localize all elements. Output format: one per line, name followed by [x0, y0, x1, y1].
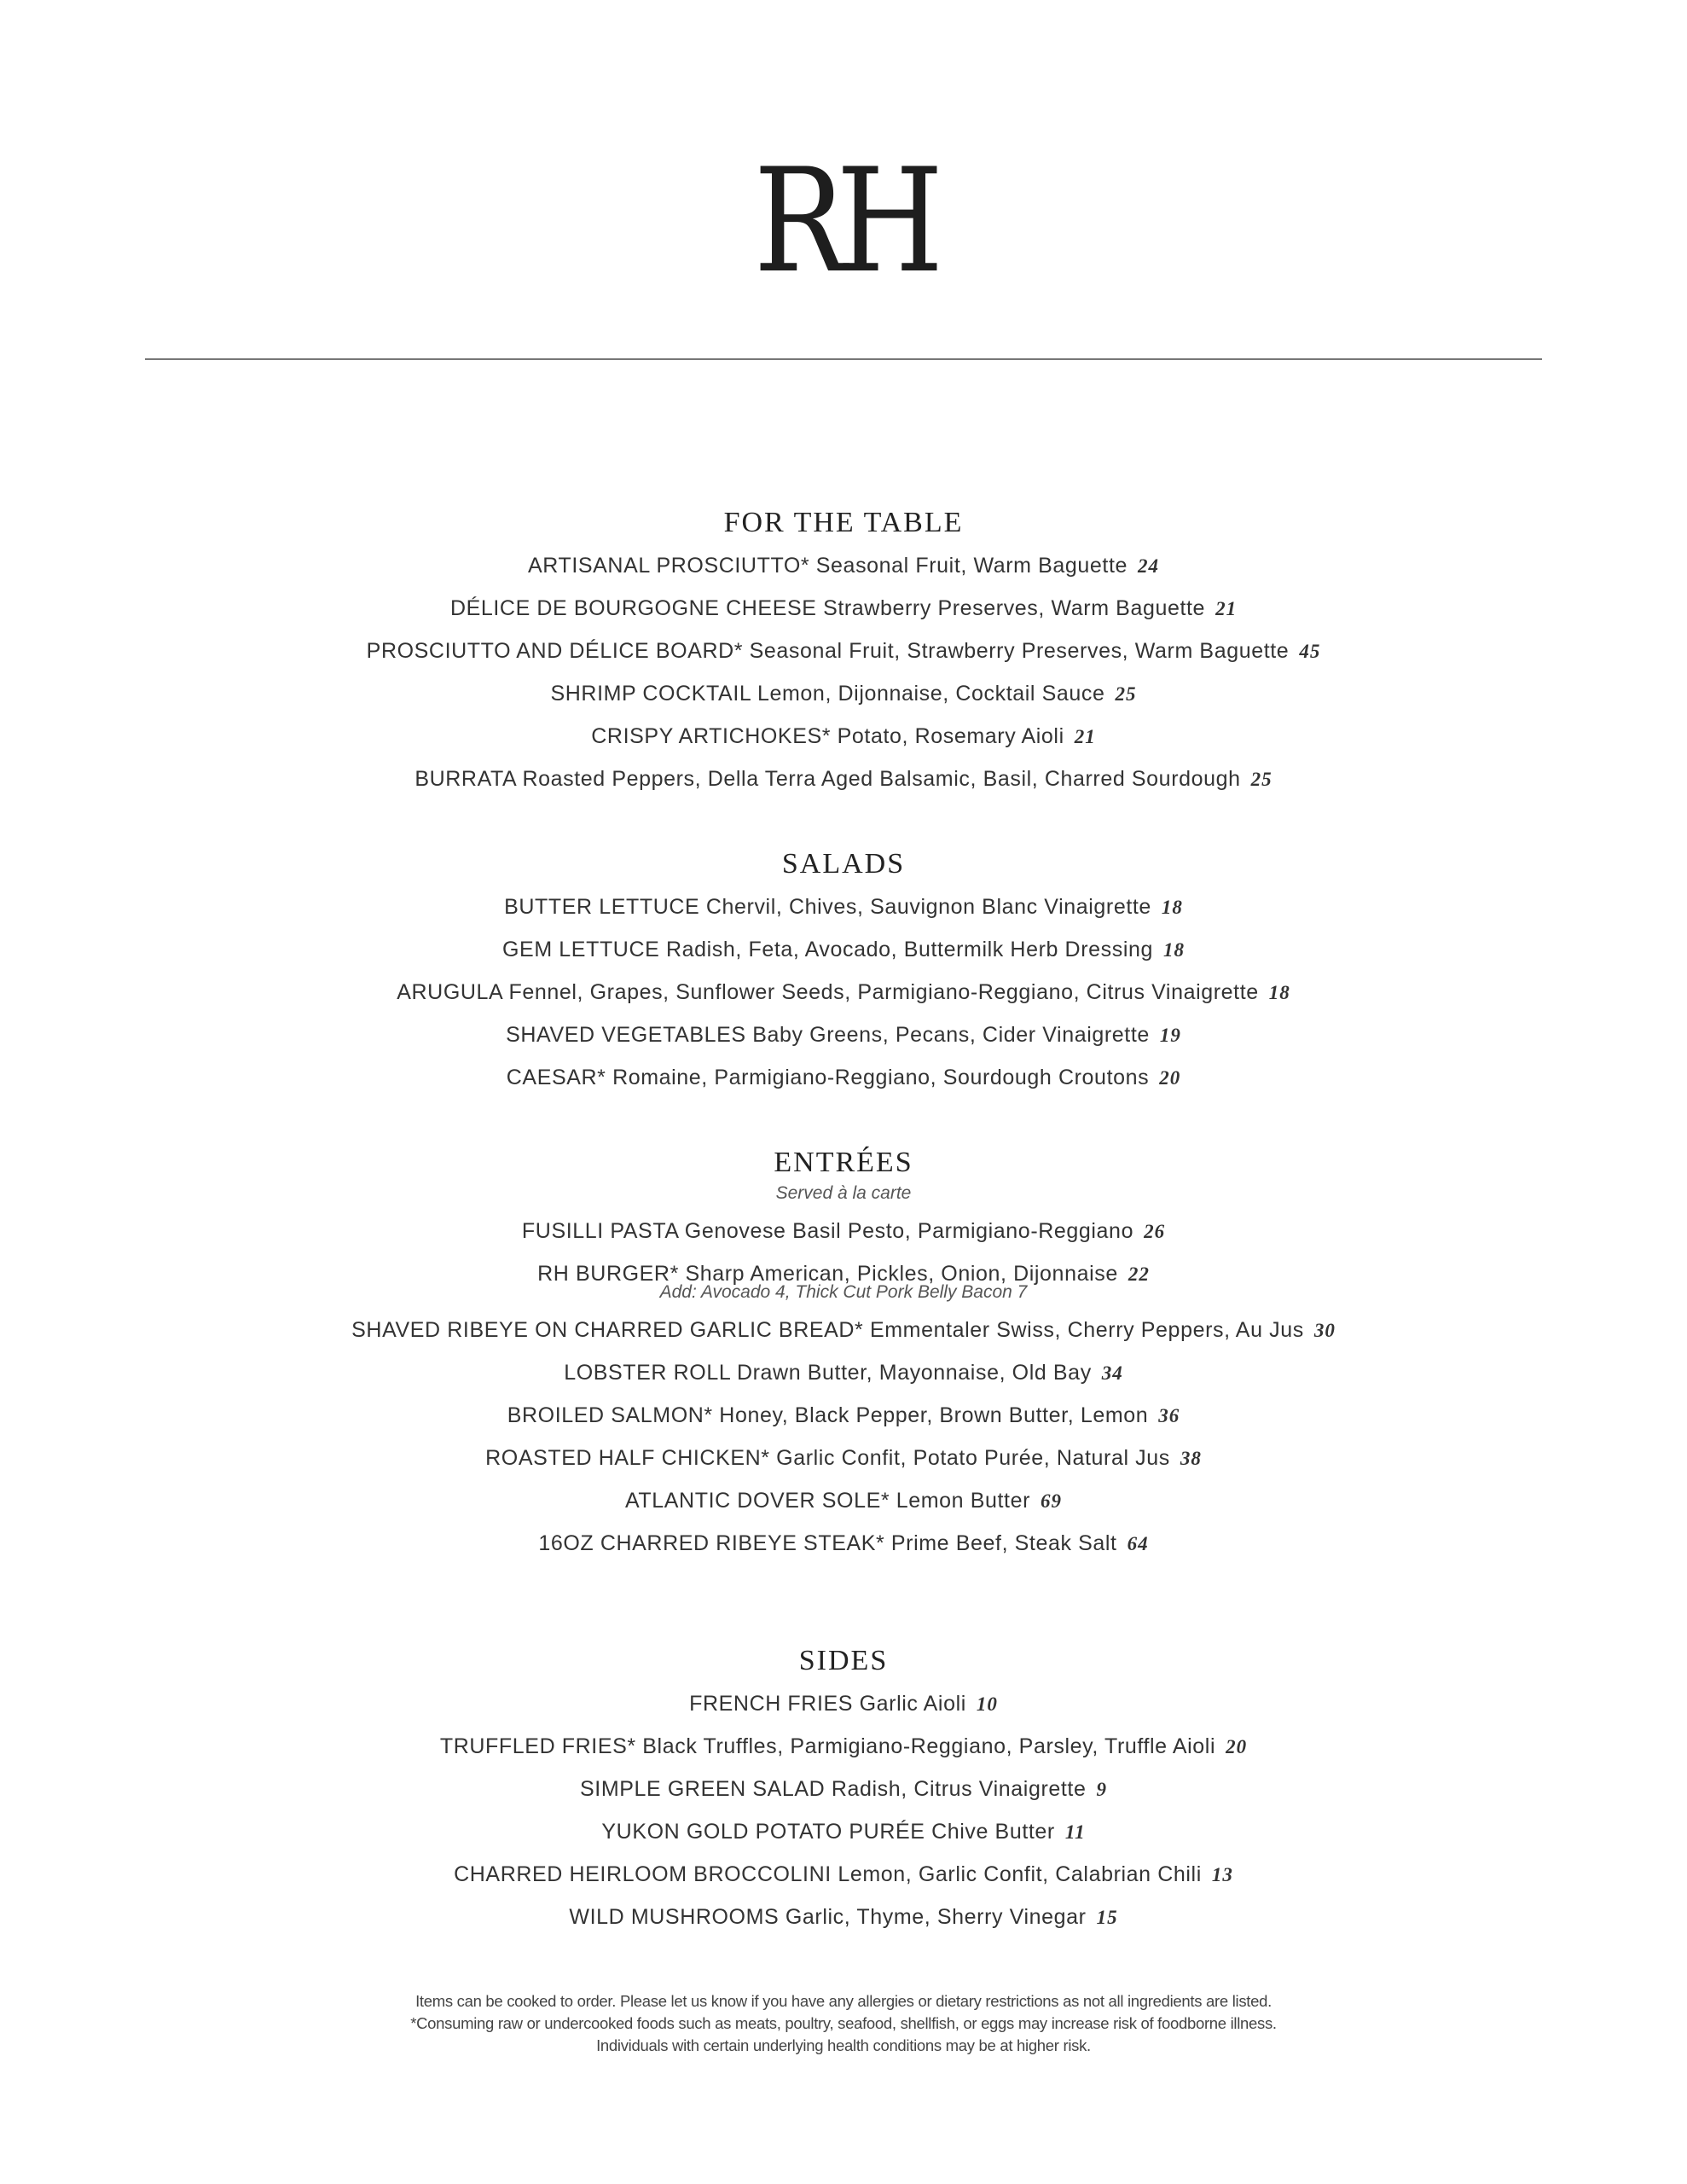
item-price: 18 [1268, 982, 1290, 1003]
item-name: RH BURGER* [537, 1262, 679, 1286]
item-name: LOBSTER ROLL [564, 1361, 731, 1385]
item-name: 16OZ CHARRED RIBEYE STEAK* [538, 1531, 885, 1555]
item-price: 10 [976, 1693, 998, 1715]
item-description: Black Truffles, Parmigiano-Reggiano, Parsley, Truffle Aioli [642, 1734, 1216, 1758]
header-divider [145, 358, 1542, 360]
item-price: 24 [1138, 555, 1160, 577]
menu-item [0, 1479, 1687, 1522]
footer-line: *Consuming raw or undercooked foods such as meats, poultry, seafood, shellfish, or eggs may increase risk of foodborne illness. [410, 2014, 1277, 2032]
item-name: CAESAR* [506, 1066, 606, 1089]
menu-item [0, 1682, 1687, 1725]
menu-section [0, 1141, 1687, 1565]
item-price: 18 [1161, 897, 1183, 918]
menu-item [0, 1252, 1687, 1286]
item-price: 36 [1158, 1405, 1180, 1426]
item-name: BURRATA [415, 767, 516, 791]
item-description: Chervil, Chives, Sauvignon Blanc Vinaigrette [705, 895, 1151, 919]
footer-line: Items can be cooked to order. Please let us know if you have any allergies or dietary restrictions as not all ingredients are listed. [415, 1992, 1272, 2010]
item-name: SHRIMP COCKTAIL [550, 682, 751, 706]
item-price: 20 [1226, 1736, 1248, 1757]
menu-item [0, 1768, 1687, 1810]
item-name: ARTISANAL PROSCIUTTO* [527, 554, 810, 578]
item-description: Garlic, Thyme, Sherry Vinegar [785, 1905, 1087, 1929]
menu-item [0, 1210, 1687, 1252]
item-description: Radish, Feta, Avocado, Buttermilk Herb Dressing [665, 938, 1153, 961]
item-price: 18 [1163, 939, 1185, 961]
item-name: SIMPLE GREEN SALAD [580, 1777, 826, 1801]
item-description: Emmentaler Swiss, Cherry Peppers, Au Jus [869, 1318, 1304, 1342]
item-price: 25 [1250, 769, 1272, 790]
menu-section [0, 502, 1687, 800]
menu-item [0, 886, 1687, 928]
section-title: SALADS [781, 848, 906, 880]
menu-item [0, 1014, 1687, 1056]
section-spacer [0, 1565, 1687, 1640]
item-name: CRISPY ARTICHOKES* [591, 724, 832, 748]
footer-line: Individuals with certain underlying health conditions may be at higher risk. [596, 2036, 1091, 2054]
section-title: FOR THE TABLE [723, 507, 964, 538]
item-description: Prime Beef, Steak Salt [890, 1531, 1117, 1555]
item-name: CHARRED HEIRLOOM BROCCOLINI [454, 1862, 832, 1886]
section-title: SIDES [798, 1645, 889, 1676]
item-description: Honey, Black Pepper, Brown Butter, Lemon [719, 1403, 1149, 1427]
item-description: Lemon, Dijonnaise, Cocktail Sauce [757, 682, 1105, 706]
item-description: Drawn Butter, Mayonnaise, Old Bay [736, 1361, 1092, 1385]
item-price: 11 [1064, 1821, 1086, 1843]
menu-item [0, 715, 1687, 758]
item-name: FRENCH FRIES [689, 1692, 854, 1716]
item-name: BUTTER LETTUCE [504, 895, 700, 919]
item-price: 22 [1128, 1263, 1150, 1285]
item-name: TRUFFLED FRIES* [439, 1734, 636, 1758]
item-description: Genovese Basil Pesto, Parmigiano-Reggiano [684, 1219, 1134, 1243]
item-name: WILD MUSHROOMS [569, 1905, 780, 1929]
item-description: Fennel, Grapes, Sunflower Seeds, Parmigiano-Reggiano, Citrus Vinaigrette [508, 980, 1259, 1004]
item-description: Potato, Rosemary Aioli [837, 724, 1064, 748]
item-name: PROSCIUTTO AND DÉLICE BOARD* [366, 639, 744, 663]
item-name: YUKON GOLD POTATO PURÉE [601, 1820, 925, 1844]
item-price: 25 [1115, 683, 1137, 705]
item-price: 38 [1180, 1448, 1202, 1469]
item-name: ARUGULA [397, 980, 502, 1004]
item-name: SHAVED VEGETABLES [506, 1023, 746, 1047]
menu-item [0, 1522, 1687, 1565]
menu-item [0, 1351, 1687, 1394]
item-price: 30 [1313, 1320, 1336, 1341]
item-description: Sharp American, Pickles, Onion, Dijonnaise [685, 1262, 1118, 1286]
item-price: 15 [1096, 1907, 1118, 1928]
footer-disclaimer [0, 1990, 1687, 2057]
menu-section [0, 1640, 1687, 1938]
item-name: ATLANTIC DOVER SOLE* [624, 1489, 890, 1513]
menu-item [0, 544, 1687, 587]
menu-item [0, 1437, 1687, 1479]
item-price: 45 [1299, 641, 1321, 662]
menu-item [0, 758, 1687, 800]
item-price: 21 [1074, 726, 1096, 747]
item-description: Lemon, Garlic Confit, Calabrian Chili [838, 1862, 1202, 1886]
item-price: 26 [1144, 1221, 1166, 1242]
item-description: Lemon Butter [896, 1489, 1031, 1513]
brand-logo: RH [753, 137, 934, 305]
item-description: Seasonal Fruit, Warm Baguette [815, 554, 1128, 578]
item-price: 20 [1159, 1067, 1181, 1089]
item-price: 64 [1127, 1533, 1149, 1554]
section-title: ENTRÉES [774, 1147, 913, 1178]
item-description: Baby Greens, Pecans, Cider Vinaigrette [752, 1023, 1150, 1047]
menu-item [0, 1896, 1687, 1938]
item-price: 19 [1159, 1025, 1181, 1046]
menu-item [0, 1853, 1687, 1896]
item-name: DÉLICE DE BOURGOGNE CHEESE [449, 596, 817, 620]
item-price: 9 [1096, 1779, 1107, 1800]
menu-item [0, 630, 1687, 672]
menu-section [0, 843, 1687, 1099]
menu-item [0, 1394, 1687, 1437]
menu-item [0, 928, 1687, 971]
item-name: SHAVED RIBEYE ON CHARRED GARLIC BREAD* [351, 1318, 864, 1342]
item-name: ROASTED HALF CHICKEN* [485, 1446, 770, 1470]
section-spacer [0, 800, 1687, 843]
item-price: 13 [1211, 1864, 1233, 1885]
menu-item [0, 672, 1687, 715]
item-name: FUSILLI PASTA [521, 1219, 679, 1243]
menu-body [0, 502, 1687, 1938]
menu-item [0, 1056, 1687, 1099]
item-description: Seasonal Fruit, Strawberry Preserves, Warm Baguette [749, 639, 1290, 663]
item-description: Roasted Peppers, Della Terra Aged Balsamic, Basil, Charred Sourdough [522, 767, 1241, 791]
menu-item [0, 1309, 1687, 1351]
item-description: Garlic Confit, Potato Purée, Natural Jus [776, 1446, 1170, 1470]
menu-item [0, 587, 1687, 630]
menu-item [0, 1725, 1687, 1768]
item-addon-note: Add: Avocado 4, Thick Cut Pork Belly Bacon 7 [659, 1282, 1028, 1302]
section-spacer [0, 1099, 1687, 1141]
item-description: Strawberry Preserves, Warm Baguette [823, 596, 1206, 620]
item-price: 69 [1041, 1490, 1063, 1512]
item-price: 21 [1215, 598, 1238, 619]
item-description: Garlic Aioli [859, 1692, 966, 1716]
item-description: Radish, Citrus Vinaigrette [831, 1777, 1087, 1801]
item-description: Romaine, Parmigiano-Reggiano, Sourdough Croutons [612, 1066, 1150, 1089]
menu-item [0, 971, 1687, 1014]
item-description: Chive Butter [931, 1820, 1055, 1844]
menu-item [0, 1810, 1687, 1853]
item-price: 34 [1101, 1362, 1123, 1384]
section-note: Served à la carte [775, 1183, 912, 1203]
item-name: GEM LETTUCE [502, 938, 660, 961]
item-name: BROILED SALMON* [507, 1403, 713, 1427]
